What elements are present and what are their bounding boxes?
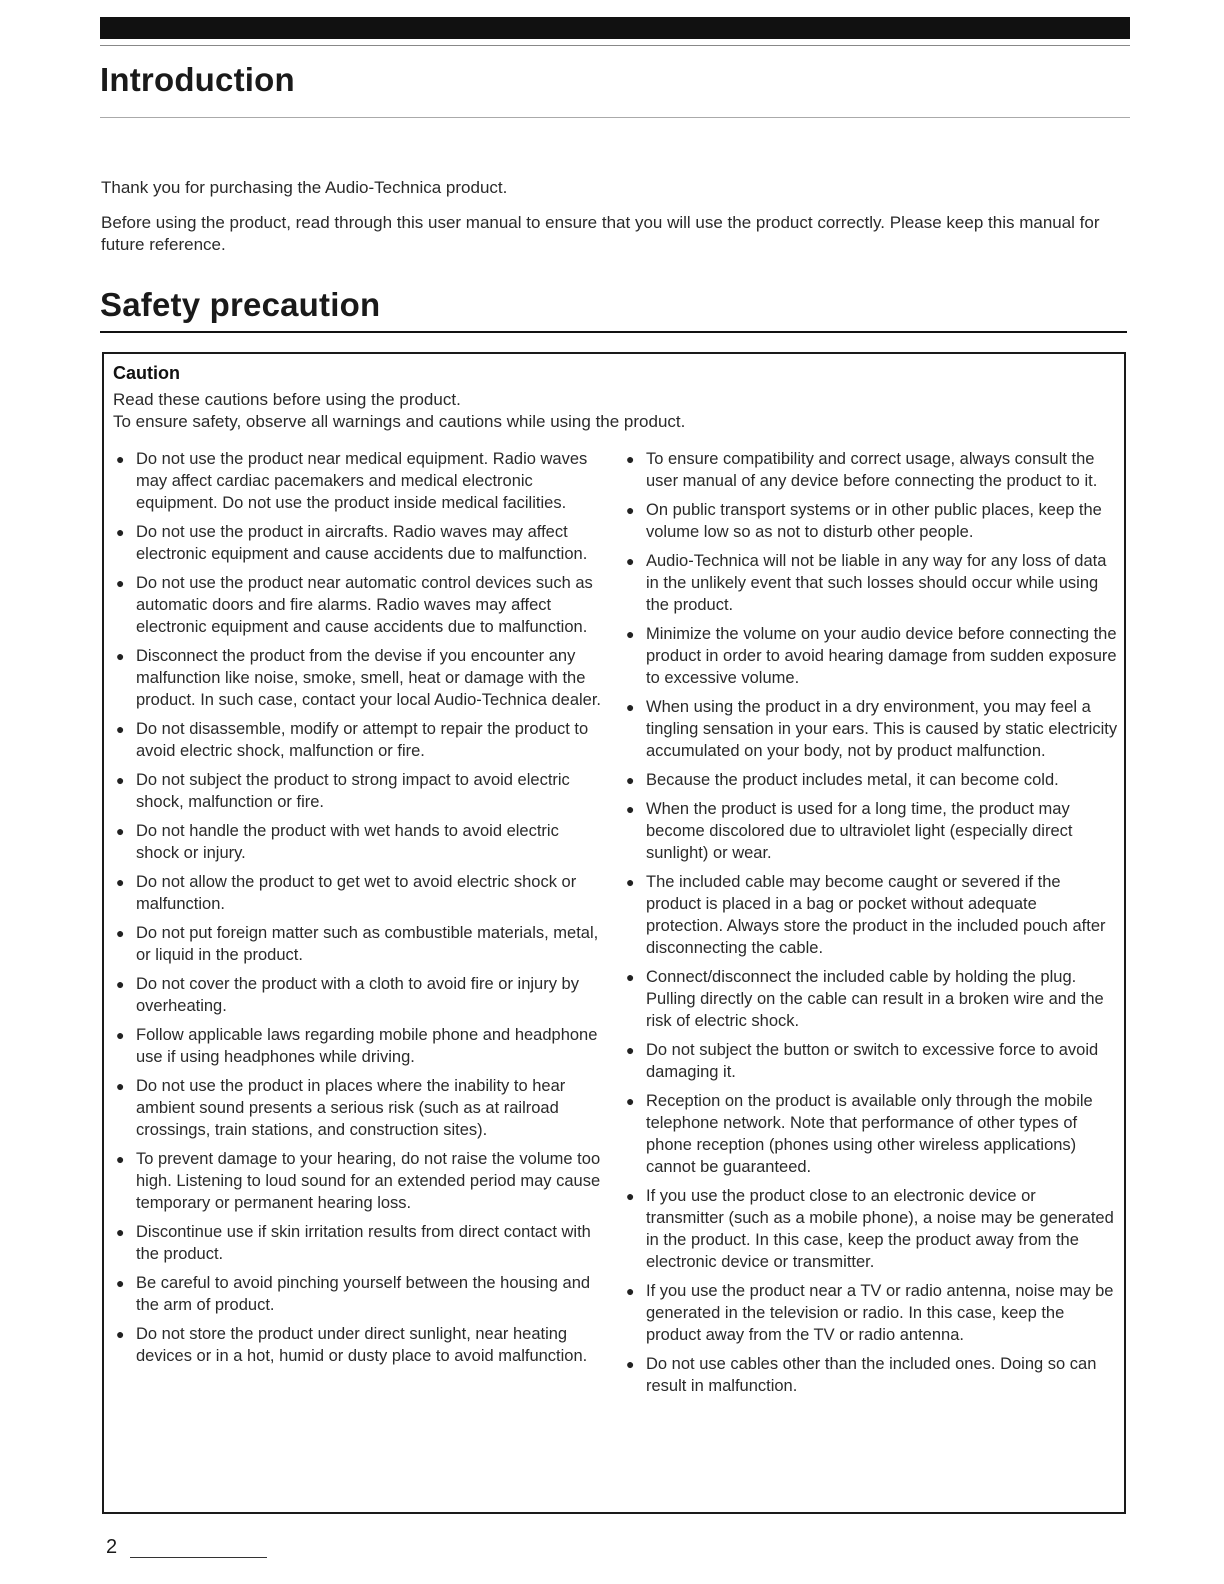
bullet-icon: ● — [116, 1275, 125, 1291]
bullet-icon: ● — [626, 553, 635, 569]
bullet-icon: ● — [626, 699, 635, 715]
bullet-icon: ● — [626, 1042, 635, 1058]
bullet-icon: ● — [116, 823, 125, 839]
bullet-icon: ● — [116, 1326, 125, 1342]
bullet-icon: ● — [116, 524, 125, 540]
caution-item: ● To prevent damage to your hearing, do not raise the volume too high. Listening to loud sound for an extended period may cause temporary or permanent hearing loss. — [116, 1150, 601, 1212]
bullet-icon: ● — [116, 1224, 125, 1240]
caution-item: ● Minimize the volume on your audio device before connecting the product in order to avoid hearing damage from sudden exposure to excessive volume. — [626, 625, 1117, 687]
caution-item: ● Do not use cables other than the included ones. Doing so can result in malfunction. — [626, 1355, 1097, 1395]
caution-item: ● Discontinue use if skin irritation results from direct contact with the product. — [116, 1223, 591, 1263]
caution-item: ● Do not subject the button or switch to excessive force to avoid damaging it. — [626, 1041, 1099, 1081]
caution-item: ● The included cable may become caught or severed if the product is placed in a bag or pocket without adequate protection. Always store the product in the included pouch after disconnecting the cable. — [626, 873, 1106, 957]
bullet-icon: ● — [116, 772, 125, 788]
bullet-icon: ● — [116, 451, 125, 467]
caution-item: ● Do not cover the product with a cloth to avoid fire or injury by overheating. — [116, 975, 579, 1015]
caution-item: ● When the product is used for a long time, the product may become discolored due to ultraviolet light (especially direct sunlight) or wear. — [626, 800, 1073, 862]
header-bar — [100, 17, 1130, 39]
bullet-icon: ● — [626, 1356, 635, 1372]
introduction-heading: Introduction — [100, 61, 295, 98]
caution-item: ● Do not use the product near automatic control devices such as automatic doors and fire alarms. Radio waves may affect electronic equipment and cause accidents due to malfunction. — [116, 574, 593, 636]
bullet-icon: ● — [116, 648, 125, 664]
caution-item: ● On public transport systems or in other public places, keep the volume low so as not to disturb other people. — [626, 501, 1102, 541]
bullet-icon: ● — [626, 626, 635, 642]
bullet-icon: ● — [626, 1283, 635, 1299]
bullet-icon: ● — [626, 1188, 635, 1204]
bullet-icon: ● — [116, 1078, 125, 1094]
bullet-icon: ● — [116, 976, 125, 992]
bullet-icon: ● — [626, 502, 635, 518]
caution-item: ● If you use the product near a TV or radio antenna, noise may be generated in the television or radio. In this case, keep the product away from the TV or radio antenna. — [626, 1282, 1114, 1344]
page-number: 2 — [106, 1536, 118, 1558]
header-rule — [100, 45, 1130, 46]
caution-item: ● To ensure compatibility and correct usage, always consult the user manual of any device before connecting the product to it. — [626, 450, 1098, 490]
caution-item: ● Do not allow the product to get wet to avoid electric shock or malfunction. — [116, 873, 577, 913]
intro-paragraph-1: Thank you for purchasing the Audio-Technica product. — [101, 178, 508, 197]
caution-item: ● Connect/disconnect the included cable by holding the plug. Pulling directly on the cable can result in a broken wire and the risk of electric shock. — [626, 968, 1104, 1030]
caution-item: ● Do not disassemble, modify or attempt to repair the product to avoid electric shock, malfunction or fire. — [116, 720, 589, 760]
bullet-icon: ● — [626, 1093, 635, 1109]
introduction-rule — [100, 117, 1130, 118]
caution-item: ● Be careful to avoid pinching yourself between the housing and the arm of product. — [116, 1274, 591, 1314]
caution-item: ● Do not use the product in places where the inability to hear ambient sound presents a serious risk (such as at railroad crossings, train stations, and construction sites). — [116, 1077, 566, 1139]
caution-item: ● Follow applicable laws regarding mobile phone and headphone use if using headphones while driving. — [116, 1026, 598, 1066]
caution-item: ● If you use the product close to an electronic device or transmitter (such as a mobile phone), a noise may be generated in the product. In this case, keep the product away from the electronic device or transmitter. — [626, 1187, 1114, 1271]
page-number-rule — [130, 1557, 267, 1558]
caution-item: ● Because the product includes metal, it can become cold. — [626, 771, 1059, 789]
caution-title: Caution — [113, 363, 180, 383]
bullet-icon: ● — [116, 1151, 125, 1167]
caution-item: ● Audio-Technica will not be liable in any way for any loss of data in the unlikely event that such losses should occur while using the product. — [626, 552, 1107, 614]
caution-list-left — [116, 448, 606, 1374]
intro-paragraph-2: Before using the product, read through this user manual to ensure that you will use the product correctly. Please keep this manual for future reference. — [101, 213, 1100, 254]
safety-precaution-heading: Safety precaution — [100, 286, 381, 323]
bullet-icon: ● — [626, 451, 635, 467]
caution-item: ● Do not handle the product with wet hands to avoid electric shock or injury. — [116, 822, 559, 862]
caution-item: ● Do not put foreign matter such as combustible materials, metal, or liquid in the product. — [116, 924, 599, 964]
bullet-icon: ● — [626, 874, 635, 890]
caution-item: ● Do not subject the product to strong impact to avoid electric shock, malfunction or fire. — [116, 771, 570, 811]
caution-intro-line-2: To ensure safety, observe all warnings and cautions while using the product. — [113, 412, 686, 431]
bullet-icon: ● — [116, 874, 125, 890]
bullet-icon: ● — [626, 801, 635, 817]
safety-rule — [100, 331, 1127, 333]
bullet-icon: ● — [116, 925, 125, 941]
caution-item: ● Reception on the product is available only through the mobile telephone network. Note that performance of other types of phone reception (phones using other wireless applications) cannot be guaranteed. — [626, 1092, 1093, 1176]
caution-item: ● Do not store the product under direct sunlight, near heating devices or in a hot, humid or dusty place to avoid malfunction. — [116, 1325, 588, 1365]
caution-item: ● Do not use the product in aircrafts. Radio waves may affect electronic equipment and cause accidents due to malfunction. — [116, 523, 588, 563]
bullet-icon: ● — [116, 721, 125, 737]
caution-item: ● When using the product in a dry environment, you may feel a tingling sensation in your ears. This is caused by static electricity accumulated on your body, not by product malfunction. — [626, 698, 1118, 760]
caution-list-right — [626, 448, 1118, 1404]
caution-intro-line-1: Read these cautions before using the product. — [113, 390, 461, 409]
bullet-icon: ● — [626, 772, 635, 788]
bullet-icon: ● — [116, 575, 125, 591]
caution-item: ● Do not use the product near medical equipment. Radio waves may affect cardiac pacemakers and medical electronic equipment. Do not use the product inside medical facilities. — [116, 450, 588, 512]
bullet-icon: ● — [116, 1027, 125, 1043]
caution-item: ● Disconnect the product from the devise if you encounter any malfunction like noise, smoke, smell, heat or damage with the product. In such case, contact your local Audio-Technica dealer. — [116, 647, 602, 709]
caution-box — [102, 352, 1126, 1514]
bullet-icon: ● — [626, 969, 635, 985]
